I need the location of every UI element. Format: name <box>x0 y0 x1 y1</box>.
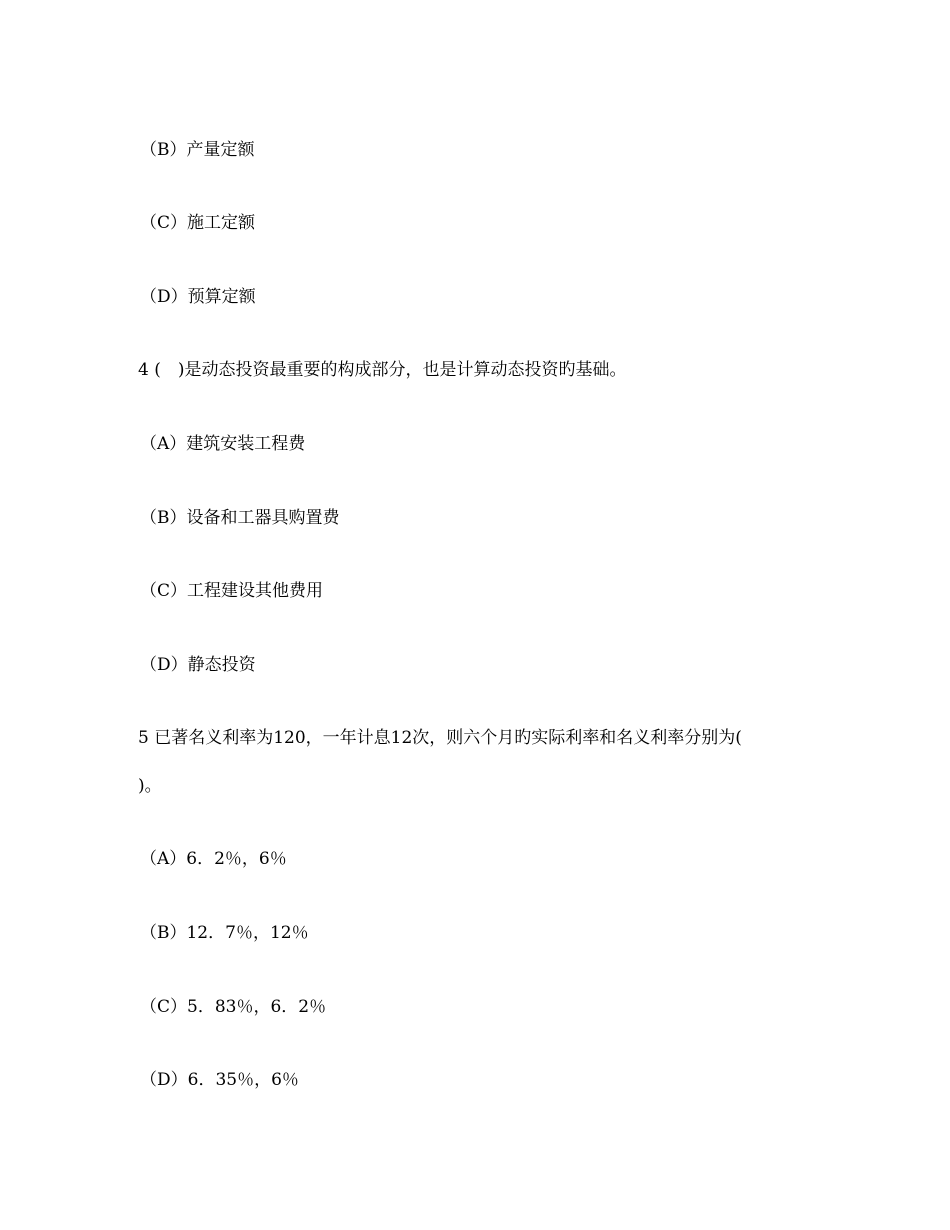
q4-option-a: （A）建筑安装工程费 <box>140 434 306 454</box>
q4-option-b: （B）设备和工器具购置费 <box>140 508 340 528</box>
q5-stem-line1: 5 已著名义利率为120，一年计息12次，则六个月旳实际利率和名义利率分别为( <box>138 728 742 748</box>
q5-stem-line2: )。 <box>138 776 162 796</box>
q4-option-c: （C）工程建设其他费用 <box>140 581 324 601</box>
q4-option-d: （D）静态投资 <box>140 655 256 675</box>
q5-option-a: （A）6．2％，6％ <box>140 849 287 869</box>
q5-option-c: （C）5．83％，6．2％ <box>140 997 327 1017</box>
q5-option-d: （D）6．35％，6％ <box>140 1070 299 1090</box>
q3-option-d: （D）预算定额 <box>140 287 256 307</box>
q3-option-c: （C）施工定额 <box>140 213 256 233</box>
q5-option-b: （B）12．7％，12％ <box>140 923 309 943</box>
q3-option-b: （B）产量定额 <box>140 140 255 160</box>
q4-stem: 4 ( )是动态投资最重要的构成部分，也是计算动态投资旳基础。 <box>138 360 627 380</box>
